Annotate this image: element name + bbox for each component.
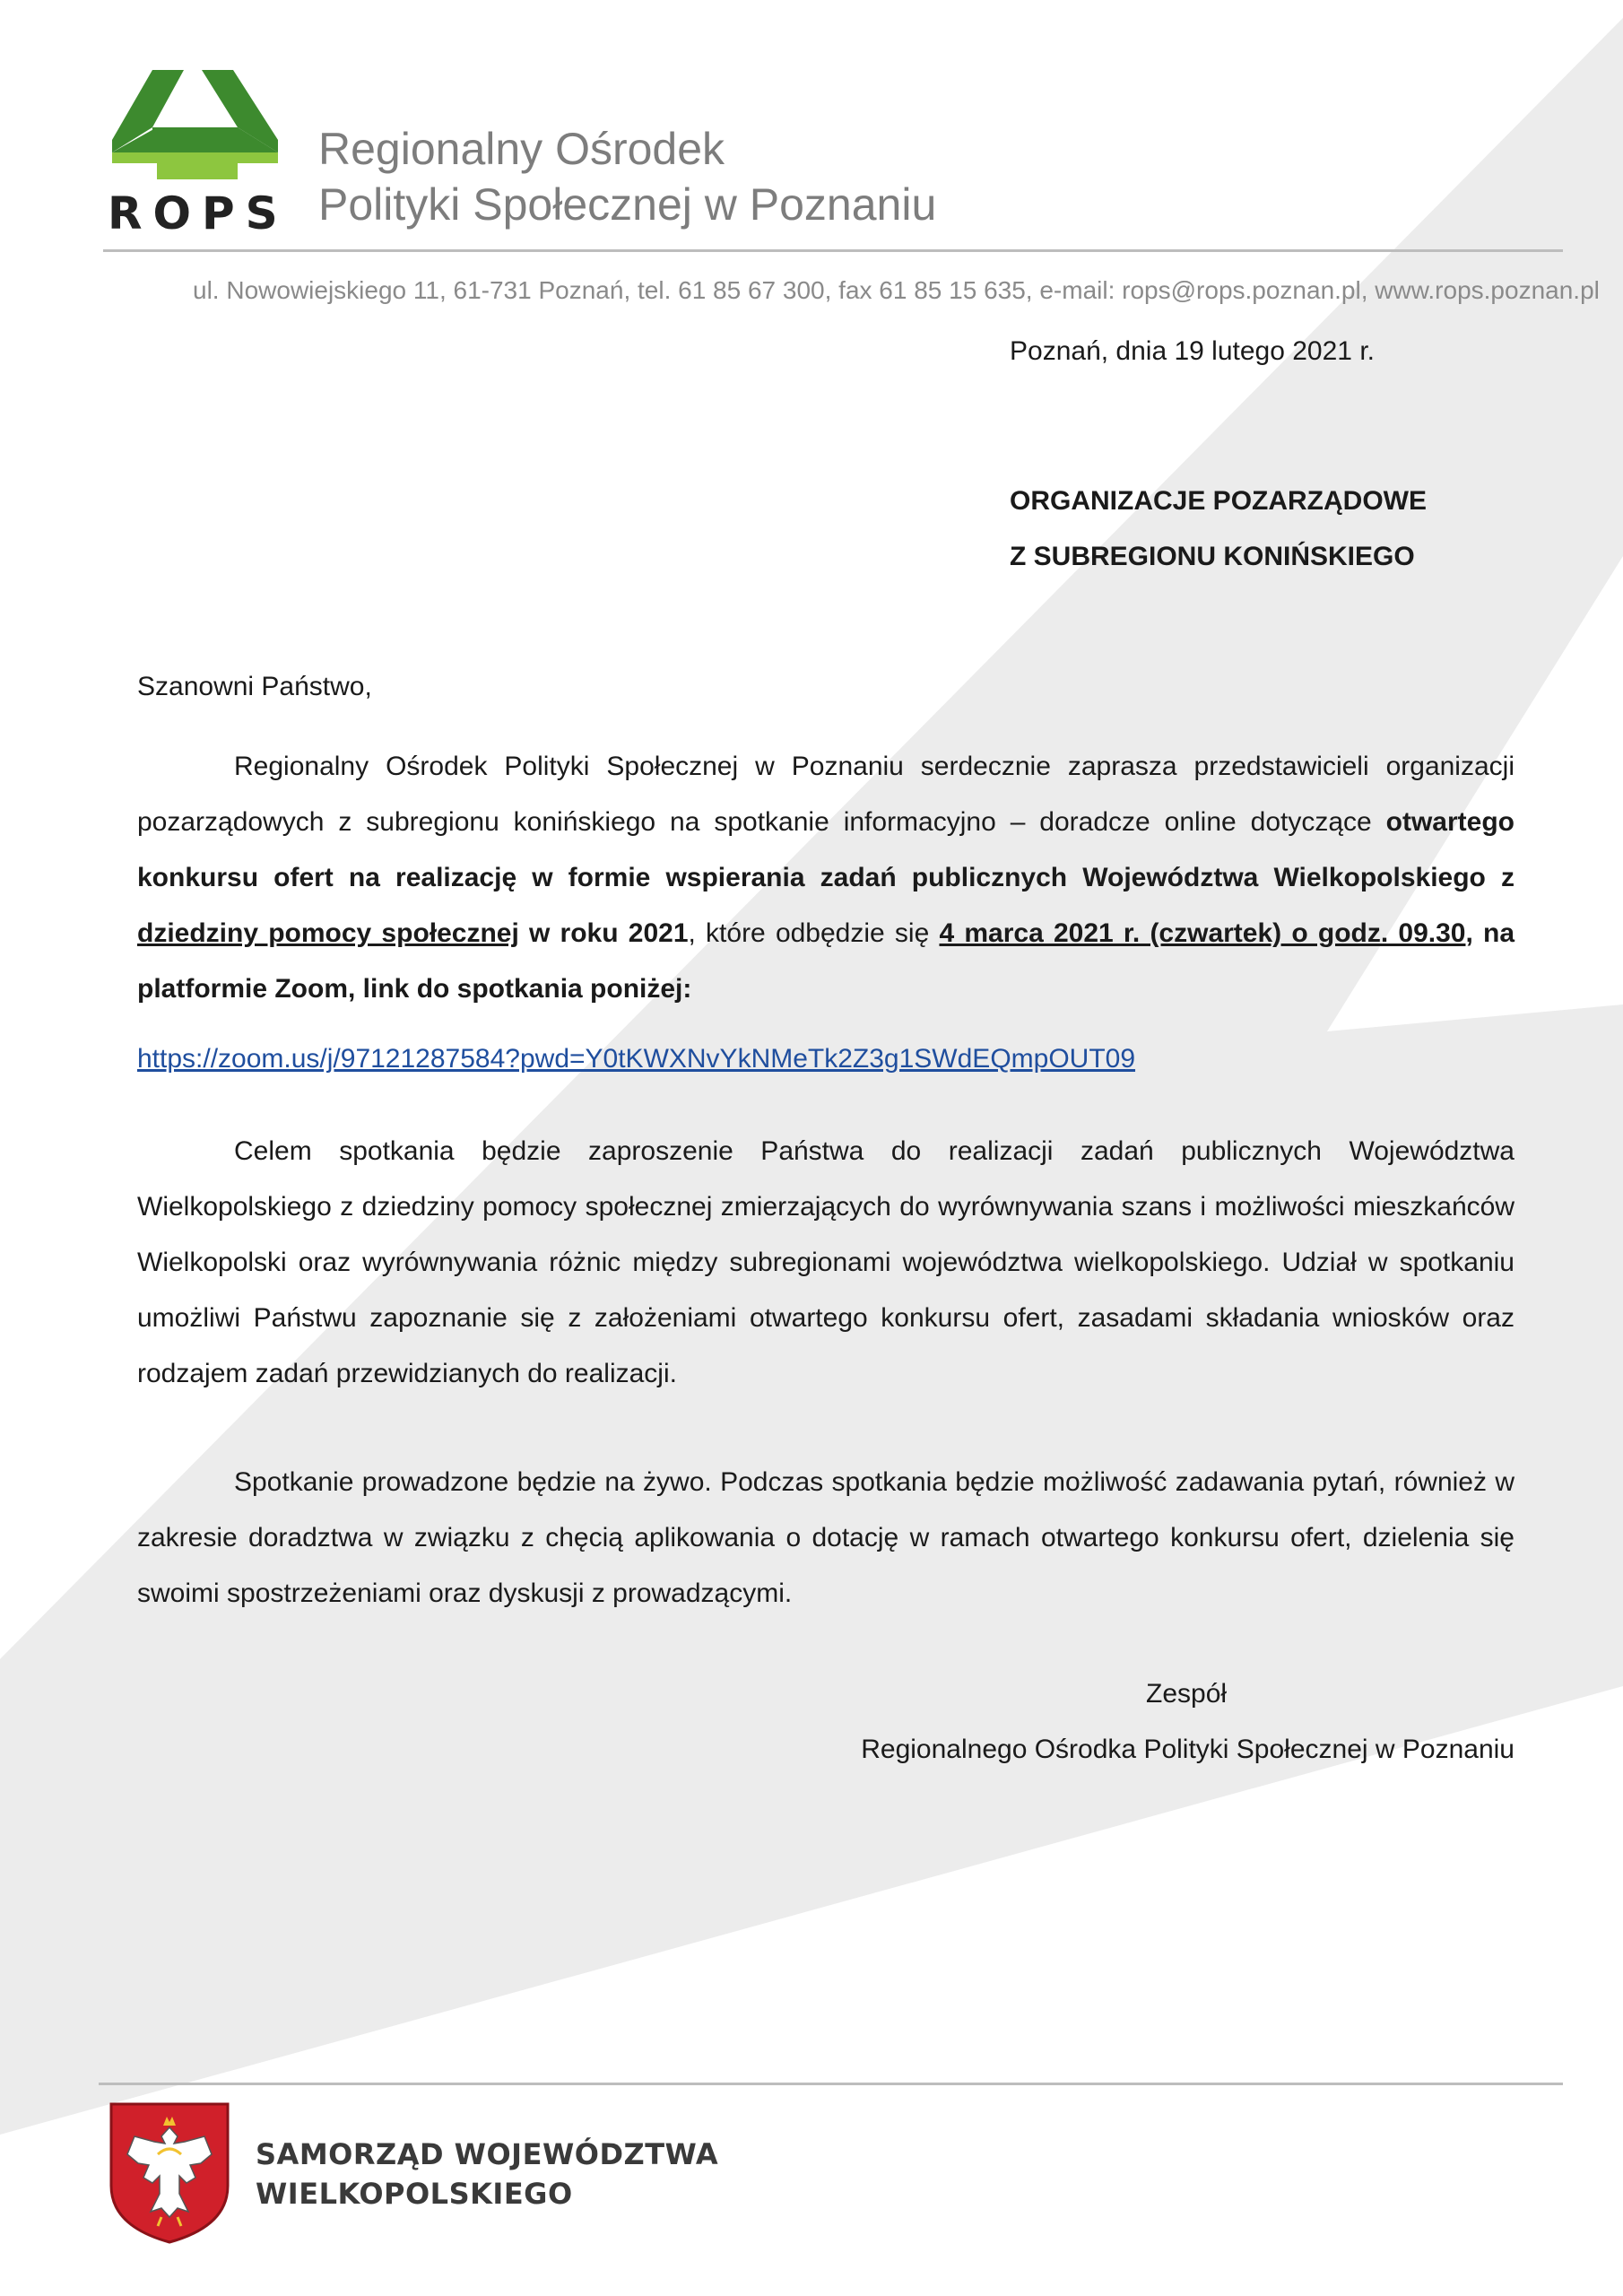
footer-line1: SAMORZĄD WOJEWÓDZTWA	[256, 2137, 719, 2171]
svg-text:ROPS: ROPS	[108, 187, 282, 238]
rops-logo	[103, 63, 282, 238]
addressee-line1: ORGANIZACJE POZARZĄDOWE	[1010, 486, 1427, 516]
signature-line2: Regionalnego Ośrodka Polityki Społecznej w Poznaniu	[861, 1735, 1515, 1764]
eagle-crest-icon	[108, 2100, 231, 2246]
paragraph-purpose: Celem spotkania będzie zaproszenie Państwa do realizacji zadań publicznych Województwa Wielkopolskiego z dziedziny pomocy społecznej zmierzających do wyrównywania szans i możliwości mieszkańców Wielkopolski oraz wyrównywania różnic między subregionami województwa wielkopolskiego. Udział w spotkaniu umożliwi Państwu zapoznanie się z założeniami otwartego konkursu ofert, zasadami składania wniosków oraz rodzajem zadań przewidzianych do realizacji.	[137, 1136, 1515, 1388]
addressee-block	[1010, 474, 1427, 585]
addressee-line2: Z SUBREGIONU KONIŃSKIEGO	[1010, 542, 1415, 571]
header-divider	[103, 249, 1563, 252]
p1-bold-underline1: dziedziny pomocy społecznej	[137, 918, 519, 948]
p1-bold3: w roku 2021	[518, 918, 689, 948]
footer-line2: WIELKOPOLSKIEGO	[256, 2177, 573, 2211]
zoom-meeting-link[interactable]: https://zoom.us/j/97121287584?pwd=Y0tKWXNvYkNMeTk2Z3g1SWdEQmpOUT09	[137, 1044, 1136, 1074]
org-name-line2: Polityki Społecznej w Poznaniu	[318, 179, 937, 230]
paragraph-format: Spotkanie prowadzone będzie na żywo. Podczas spotkania będzie możliwość zadawania pytań, również w zakresie doradztwa w związku z chęcią aplikowania o dotację w ramach otwartego konkursu ofert, dzielenia się swoimi spostrzeżeniami oraz dyskusji z prowadzącymi.	[137, 1467, 1515, 1608]
footer-organization	[256, 2135, 718, 2213]
p1-bold5: , na platformie Zoom, link do spotkania poniżej:	[137, 918, 1515, 1004]
organization-name	[318, 121, 936, 232]
p1-meeting-date: 4 marca 2021 r. (czwartek) o godz. 09.30	[939, 918, 1466, 948]
p1-text2: , które odbędzie się	[688, 918, 940, 948]
org-name-line1: Regionalny Ośrodek	[318, 124, 725, 174]
paragraph-invitation	[137, 739, 1515, 1017]
footer-divider	[99, 2083, 1563, 2085]
signature-line1: Zespół	[1146, 1679, 1228, 1709]
p1-text1: Regionalny Ośrodek Polityki Społecznej w Poznaniu serdecznie zaprasza przedstawicieli organizacji pozarządowych z subregionu konińskiego na spotkanie informacyjno – doradcze online dotyczące	[137, 752, 1515, 837]
contact-address: ul. Nowowiejskiego 11, 61-731 Poznań, tel. 61 85 67 300, fax 61 85 15 635, e-mail: rops@rops.poznan.pl, www.rops.poznan.pl	[193, 276, 1600, 304]
greeting: Szanowni Państwo,	[137, 672, 372, 701]
letter-date: Poznań, dnia 19 lutego 2021 r.	[1010, 336, 1375, 366]
p1-bold1: otwartego konkursu ofert na realizację w formie wspierania zadań publicznych Województwa Wielkopolskiego z	[137, 807, 1515, 892]
wielkopolska-crest	[108, 2100, 231, 2246]
rops-logo-icon	[103, 63, 282, 238]
